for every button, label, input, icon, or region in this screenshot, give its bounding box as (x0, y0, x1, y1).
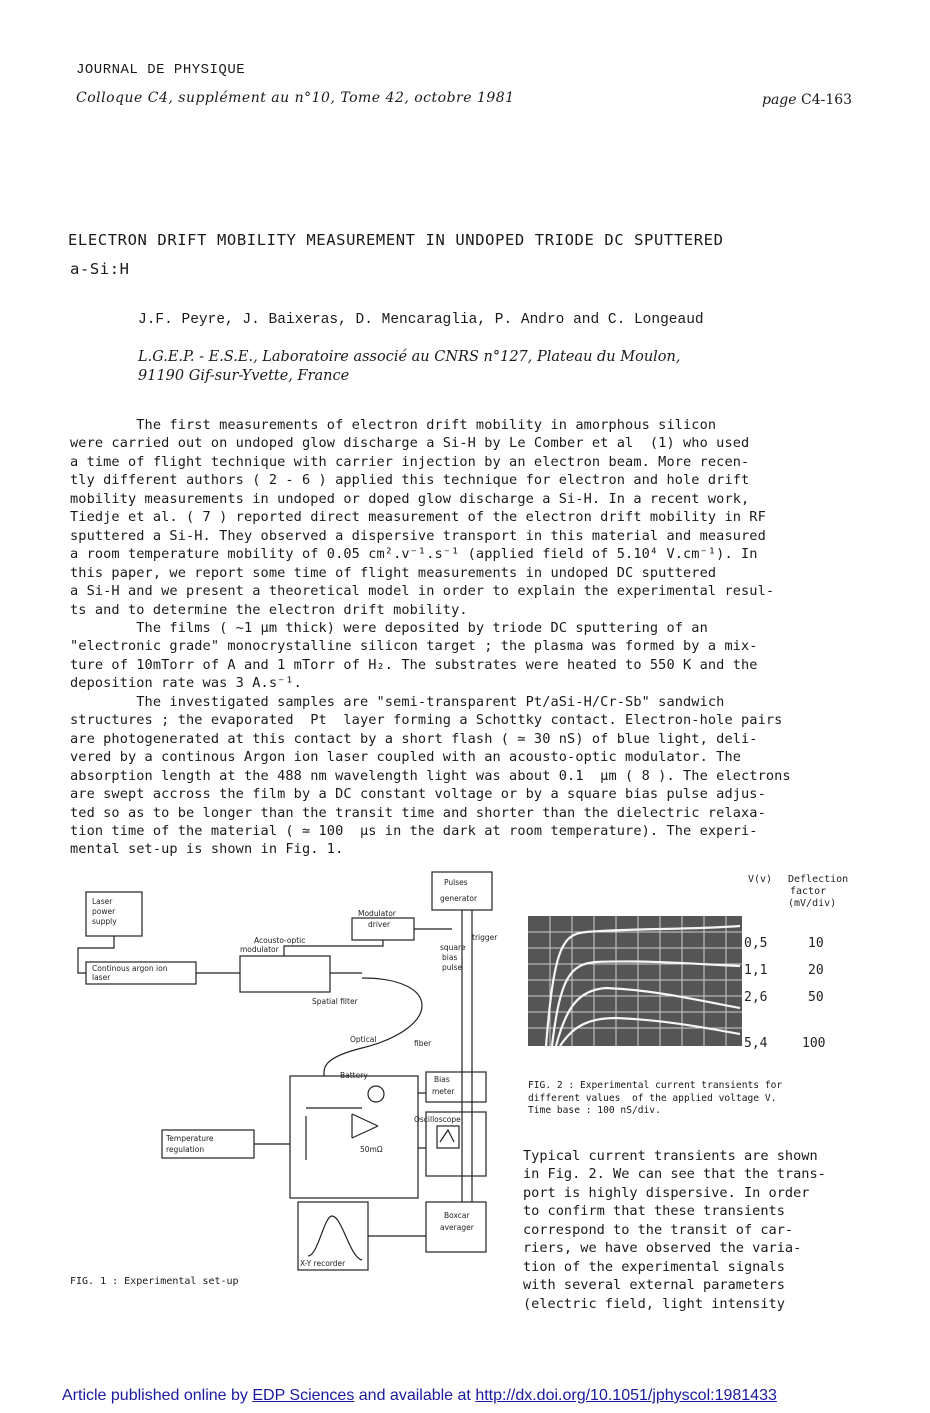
label-generator: generator (440, 894, 478, 903)
page-number (762, 92, 852, 108)
label-bias: bias (442, 953, 458, 962)
label-averager: averager (440, 1223, 474, 1232)
paper-title: ELECTRON DRIFT MOBILITY MEASUREMENT IN UNDOPED TRIODE DC SPUTTERED (68, 231, 724, 249)
label-temperature: Temperature (166, 1134, 214, 1143)
figure-2-caption: FIG. 2 : Experimental current transients for different values of the applied voltage V. Time base : 100 nS/div. (528, 1080, 783, 1116)
label-oscilloscope: Oscilloscope (414, 1115, 461, 1124)
body-text-right-column: Typical current transients are shown in Fig. 2. We can see that the trans- port is highly dispersive. In order to confirm that these transients correspond to the transit of car- riers, we have observed the varia- tion of the experimental signals with several external parameters (electric field, light intensity (523, 1148, 826, 1312)
label-boxcar: Boxcar (444, 1211, 470, 1220)
label-trigger: trigger (472, 933, 498, 942)
page-prefix: page (762, 92, 797, 108)
figure-2-transients (526, 868, 866, 1108)
row-v-2: 1,1 (744, 963, 768, 978)
label-modulator-2: modulator (240, 945, 279, 954)
affiliation: L.G.E.P. - E.S.E., Laboratoire associé au CNRS n°127, Plateau du Moulon, 91190 Gif-sur-Yvette, France (138, 349, 681, 384)
paper-title-line2: a-Si:H (70, 260, 130, 278)
label-acousto: Acousto-optic (254, 936, 306, 945)
row-v-1: 0,5 (744, 936, 768, 951)
row-d-2: 20 (808, 963, 824, 978)
deflection-header-3: (mV/div) (788, 898, 837, 909)
label-fiber: fiber (414, 1039, 432, 1048)
label-laser-power: Laser (92, 897, 113, 906)
label-laser-power-3: supply (92, 917, 117, 926)
label-meter: meter (432, 1087, 455, 1096)
figure-1-setup (62, 868, 502, 1308)
label-bias-meter: Bias (434, 1075, 450, 1084)
label-pulses: Pulses (444, 878, 468, 887)
row-v-4: 5,4 (744, 1036, 768, 1051)
label-xy: X-Y recorder (300, 1259, 346, 1268)
journal-name: JOURNAL DE PHYSIQUE (76, 62, 246, 78)
label-r50: 50mΩ (360, 1145, 383, 1154)
colloque-line: Colloque C4, supplément au n°10, Tome 42, octobre 1981 (76, 90, 515, 106)
label-regulation: regulation (166, 1145, 205, 1154)
label-argon: Continous argon ion (92, 964, 168, 973)
label-optical: Optical (350, 1035, 377, 1044)
label-battery: Battery (340, 1071, 368, 1080)
footer-prefix: Article published online by (62, 1387, 253, 1404)
label-square: square (440, 943, 466, 952)
footer-middle: and available at (354, 1387, 476, 1404)
doi-link[interactable]: http://dx.doi.org/10.1051/jphyscol:1981433 (475, 1387, 777, 1404)
deflection-header-2: factor (790, 886, 827, 897)
authors: J.F. Peyre, J. Baixeras, D. Mencaraglia, P. Andro and C. Longeaud (138, 312, 704, 328)
row-v-3: 2,6 (744, 990, 768, 1005)
label-pulse: pulse (442, 963, 463, 972)
label-modulator: Modulator (358, 909, 396, 918)
scope-screen (528, 916, 742, 1046)
label-driver: driver (368, 920, 391, 929)
label-spatial: Spatial filter (312, 997, 358, 1006)
deflection-header-1: Deflection (788, 874, 849, 885)
page-number-value: C4-163 (801, 92, 853, 108)
figure-1-caption: FIG. 1 : Experimental set-up (70, 1276, 239, 1287)
row-d-1: 10 (808, 936, 824, 951)
label-laser-power-2: power (92, 907, 116, 916)
acousto-modulator-box (240, 956, 330, 992)
row-d-4: 100 (802, 1036, 826, 1051)
row-d-3: 50 (808, 990, 824, 1005)
body-text: The first measurements of electron drift mobility in amorphous silicon were carried out on undoped glow discharge a Si-H by Le Comber et al (1) who used a time of flight technique with carrier injection by an electron beam. More recen- tly different authors ( 2 - 6 ) applied this technique for electron and hole drift mobility measurements in undoped or doped glow discharge a Si-H. In a recent work, Tiedje et al. ( 7 ) reported direct measurement of the electron drift mobility in RF sputtered a Si-H. They observed a dispersive transport in this material and measured a room temperature mobility of 0.05 cm².v⁻¹.s⁻¹ (applied field of 5.10⁴ V.cm⁻¹). In this paper, we report some time of flight measurements in undoped DC sputtered a Si-H and we present a theoretical model in order to explain the experimental resul- ts and to determine the electron drift mobility. The films ( ~1 μm thick) were deposited by triode DC sputtering of an "electronic grade" monocrystalline silicon target ; the plasma was formed by a mix- ture of 10mTorr of A and 1 mTorr of H₂. The substrates were heated to 550 K and the deposition rate was 3 A.s⁻¹. The investigated samples are "semi-transparent Pt/aSi-H/Cr-Sb" sandwich structures ; the evaporated Pt layer forming a Schottky contact. Electron-hole pairs are photogenerated at this contact by a short flash ( ≃ 30 nS) of blue light, deli- vered by a continous Argon ion laser coupled with an acousto-optic modulator. The absorption length at the 488 nm wavelength light was about 0.1 μm ( 8 ). The electrons are swept accross the film by a DC constant voltage or by a square bias pulse adjus- ted so as to be longer than the transit time and shorter than the dielectric relaxa- tion time of the material ( ≃ 100 μs in the dark at room temperature). The experi- mental set-up is shown in Fig. 1. (70, 417, 791, 858)
publisher-link[interactable]: EDP Sciences (252, 1387, 355, 1404)
footer-credit (62, 1387, 777, 1405)
v-header: V(v) (748, 874, 773, 885)
label-argon-2: laser (92, 973, 111, 982)
